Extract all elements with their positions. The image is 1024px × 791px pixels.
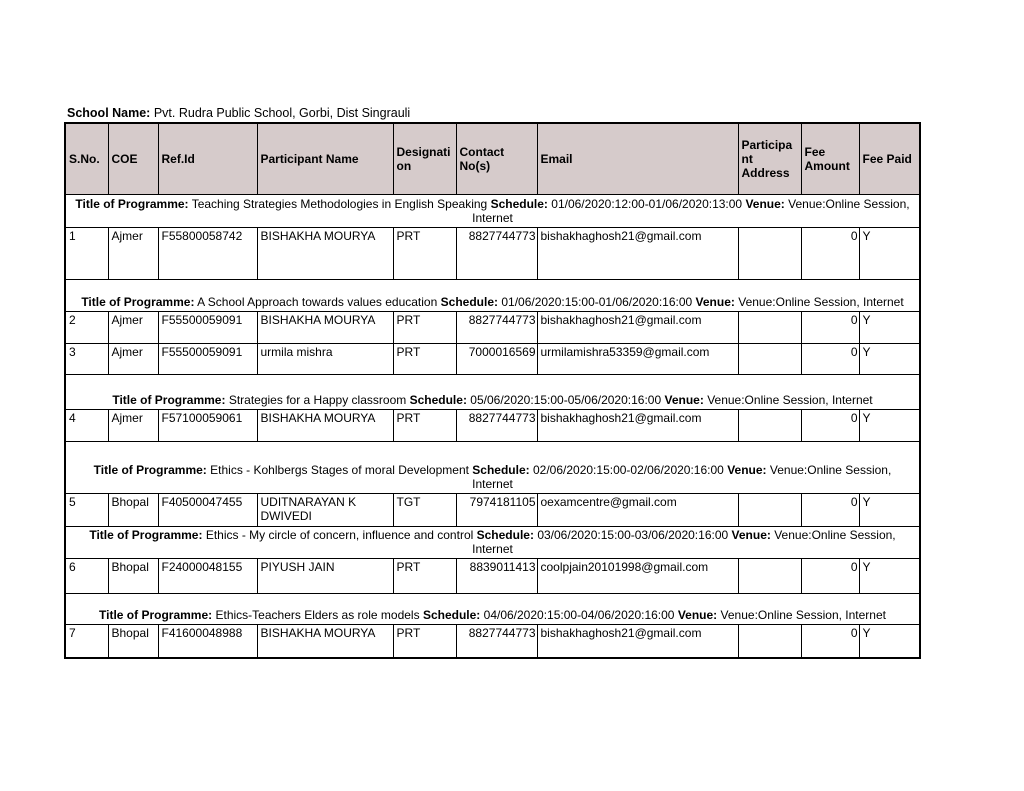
cell-refid: F55500059091 [158, 343, 257, 374]
cell-address [738, 311, 801, 343]
programme-title-text: Teaching Strategies Methodologies in English Speaking [191, 196, 488, 211]
cell-designation: PRT [393, 311, 456, 343]
cell-contact: 8827744773 [456, 227, 537, 279]
table-header [65, 123, 920, 194]
cell-coe: Ajmer [108, 409, 158, 441]
cell-fee_paid: Y [859, 493, 920, 526]
column-header-fee_amount: Fee Amount [801, 123, 859, 194]
programme-title-label: Title of Programme: [112, 392, 226, 407]
column-header-designation: Designation [393, 123, 456, 194]
programme-schedule-label: Schedule: [409, 392, 467, 407]
cell-name: BISHAKHA MOURYA [257, 409, 393, 441]
cell-fee_amount: 0 [801, 558, 859, 593]
programme-venue-label: Venue: [677, 607, 718, 622]
programme-schedule-text: 04/06/2020:15:00-04/06/2020:16:00 [483, 607, 675, 622]
cell-coe: Ajmer [108, 343, 158, 374]
column-header-sno: S.No. [65, 123, 108, 194]
programme-title-label: Title of Programme: [81, 294, 195, 309]
cell-designation: TGT [393, 493, 456, 526]
cell-sno: 5 [65, 493, 108, 526]
programme-title-label: Title of Programme: [89, 527, 203, 542]
cell-email: urmilamishra53359@gmail.com [537, 343, 738, 374]
cell-designation: PRT [393, 558, 456, 593]
cell-address [738, 409, 801, 441]
cell-email: bishakhaghosh21@gmail.com [537, 227, 738, 279]
cell-fee_paid: Y [859, 624, 920, 658]
table-row [65, 558, 920, 593]
programme-title-text: Ethics - My circle of concern, influence and control [205, 527, 474, 542]
cell-sno: 1 [65, 227, 108, 279]
programme-schedule-text: 03/06/2020:15:00-03/06/2020:16:00 [537, 527, 729, 542]
school-name-line [67, 106, 410, 120]
cell-contact: 7974181105 [456, 493, 537, 526]
cell-fee_amount: 0 [801, 343, 859, 374]
programme-title-label: Title of Programme: [93, 462, 207, 477]
programme-title-label: Title of Programme: [99, 607, 213, 622]
programme-schedule-text: 01/06/2020:15:00-01/06/2020:16:00 [501, 294, 693, 309]
cell-fee_amount: 0 [801, 624, 859, 658]
programme-venue-text: Venue:Online Session, Internet [738, 294, 904, 309]
programme-venue-text: Venue:Online Session, Internet [720, 607, 886, 622]
cell-refid: F55800058742 [158, 227, 257, 279]
participants-table [64, 122, 921, 659]
column-header-contact: Contact No(s) [456, 123, 537, 194]
cell-email: bishakhaghosh21@gmail.com [537, 409, 738, 441]
cell-fee_paid: Y [859, 343, 920, 374]
table-row [65, 343, 920, 374]
cell-name: urmila mishra [257, 343, 393, 374]
cell-designation: PRT [393, 409, 456, 441]
cell-contact: 8827744773 [456, 624, 537, 658]
column-header-email: Email [537, 123, 738, 194]
programme-venue-text: Venue:Online Session, Internet [472, 527, 896, 556]
cell-fee_amount: 0 [801, 227, 859, 279]
cell-contact: 7000016569 [456, 343, 537, 374]
programme-title-row [65, 441, 920, 493]
programme-title-row [65, 593, 920, 624]
cell-fee_paid: Y [859, 558, 920, 593]
programme-title-row [65, 194, 920, 227]
programme-schedule-text: 05/06/2020:15:00-05/06/2020:16:00 [470, 392, 662, 407]
column-header-coe: COE [108, 123, 158, 194]
programme-title-cell [65, 593, 920, 624]
cell-email: bishakhaghosh21@gmail.com [537, 624, 738, 658]
cell-contact: 8827744773 [456, 311, 537, 343]
programme-title-label: Title of Programme: [75, 196, 189, 211]
cell-email: oexamcentre@gmail.com [537, 493, 738, 526]
cell-coe: Ajmer [108, 311, 158, 343]
column-header-address: Participant Address [738, 123, 801, 194]
cell-sno: 4 [65, 409, 108, 441]
programme-title-text: A School Approach towards values education [197, 294, 438, 309]
cell-refid: F55500059091 [158, 311, 257, 343]
cell-name: BISHAKHA MOURYA [257, 311, 393, 343]
programme-title-row [65, 526, 920, 558]
school-name-label: School Name: [67, 106, 151, 120]
programme-venue-label: Venue: [664, 392, 704, 407]
programme-title-cell [65, 526, 920, 558]
programme-venue-label: Venue: [745, 196, 785, 211]
column-header-name: Participant Name [257, 123, 393, 194]
cell-coe: Bhopal [108, 624, 158, 658]
cell-refid: F40500047455 [158, 493, 257, 526]
cell-address [738, 343, 801, 374]
cell-email: bishakhaghosh21@gmail.com [537, 311, 738, 343]
programme-schedule-label: Schedule: [440, 294, 498, 309]
programme-venue-label: Venue: [731, 527, 771, 542]
table-header-row [65, 123, 920, 194]
cell-contact: 8839011413 [456, 558, 537, 593]
programme-title-cell [65, 441, 920, 493]
cell-sno: 7 [65, 624, 108, 658]
cell-fee_paid: Y [859, 227, 920, 279]
programme-title-row [65, 279, 920, 311]
cell-sno: 6 [65, 558, 108, 593]
cell-refid: F24000048155 [158, 558, 257, 593]
programme-schedule-label: Schedule: [472, 462, 530, 477]
cell-fee_amount: 0 [801, 493, 859, 526]
cell-refid: F41600048988 [158, 624, 257, 658]
cell-designation: PRT [393, 227, 456, 279]
cell-sno: 2 [65, 311, 108, 343]
programme-venue-text: Venue:Online Session, Internet [472, 462, 892, 491]
table-row [65, 624, 920, 658]
cell-address [738, 227, 801, 279]
cell-name: PIYUSH JAIN [257, 558, 393, 593]
cell-designation: PRT [393, 343, 456, 374]
programme-schedule-text: 02/06/2020:15:00-02/06/2020:16:00 [533, 462, 724, 477]
table-row [65, 311, 920, 343]
programme-title-text: Ethics - Kohlbergs Stages of moral Development [210, 462, 469, 477]
cell-refid: F57100059061 [158, 409, 257, 441]
cell-coe: Bhopal [108, 558, 158, 593]
table-row [65, 227, 920, 279]
cell-coe: Bhopal [108, 493, 158, 526]
cell-fee_paid: Y [859, 409, 920, 441]
programme-venue-label: Venue: [727, 462, 767, 477]
cell-name: BISHAKHA MOURYA [257, 227, 393, 279]
cell-email: coolpjain20101998@gmail.com [537, 558, 738, 593]
cell-address [738, 493, 801, 526]
table-body [65, 194, 920, 658]
cell-designation: PRT [393, 624, 456, 658]
programme-schedule-text: 01/06/2020:12:00-01/06/2020:13:00 [551, 196, 743, 211]
programme-title-text: Ethics-Teachers Elders as role models [215, 607, 420, 622]
programme-venue-text: Venue:Online Session, Internet [472, 196, 910, 225]
cell-fee_amount: 0 [801, 311, 859, 343]
programme-title-cell [65, 194, 920, 227]
column-header-refid: Ref.Id [158, 123, 257, 194]
programme-title-cell [65, 374, 920, 409]
cell-address [738, 624, 801, 658]
cell-coe: Ajmer [108, 227, 158, 279]
programme-venue-text: Venue:Online Session, Internet [707, 392, 873, 407]
table-row [65, 409, 920, 441]
table-row [65, 493, 920, 526]
cell-address [738, 558, 801, 593]
programme-title-cell [65, 279, 920, 311]
cell-sno: 3 [65, 343, 108, 374]
cell-name: UDITNARAYAN K DWIVEDI [257, 493, 393, 526]
programme-title-row [65, 374, 920, 409]
school-name-value: Pvt. Rudra Public School, Gorbi, Dist Singrauli [153, 106, 411, 120]
column-header-fee_paid: Fee Paid [859, 123, 920, 194]
cell-name: BISHAKHA MOURYA [257, 624, 393, 658]
programme-schedule-label: Schedule: [476, 527, 534, 542]
programme-schedule-label: Schedule: [490, 196, 548, 211]
programme-venue-label: Venue: [695, 294, 735, 309]
programme-schedule-label: Schedule: [422, 607, 481, 622]
cell-contact: 8827744773 [456, 409, 537, 441]
cell-fee_paid: Y [859, 311, 920, 343]
cell-fee_amount: 0 [801, 409, 859, 441]
programme-title-text: Strategies for a Happy classroom [228, 392, 407, 407]
